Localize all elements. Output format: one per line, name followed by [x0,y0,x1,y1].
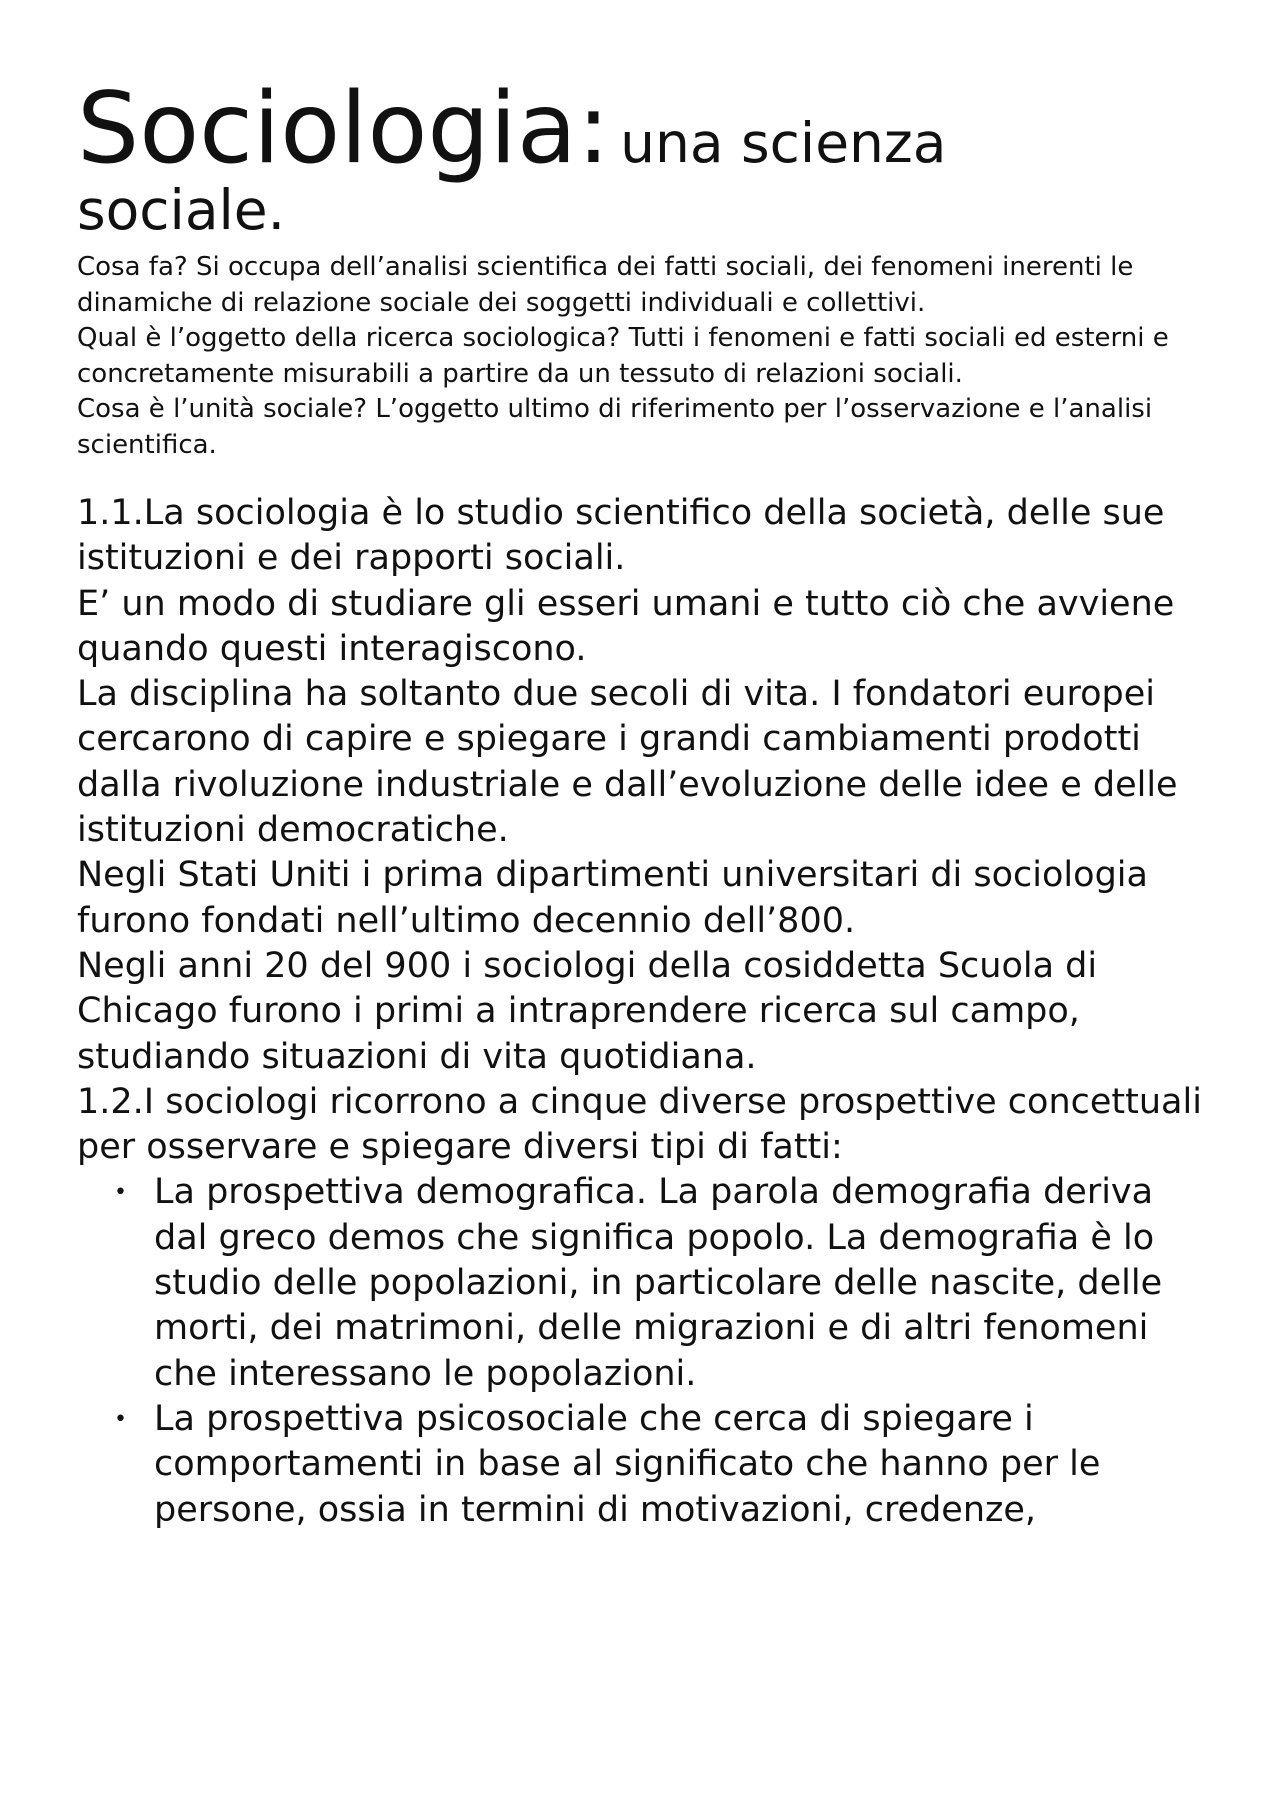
intro-paragraph: Qual è l’oggetto della ricerca sociologica? Tutti i fenomeni e fatti sociali ed esterni e concretamente misurabili a partire da un tessuto di relazioni sociali. [77,323,1169,389]
body-paragraph: E’ un modo di studiare gli esseri umani e tutto ciò che avviene quando questi interagiscono. [77,583,1175,669]
section-intro: 1.2.I sociologi ricorrono a cinque diverse prospettive concettuali per osservare e spiegare diversi tipi di fatti: [77,1081,1202,1168]
section-1-1 [77,491,1217,1080]
main-body [77,491,1217,1533]
bullet-icon: • [114,1180,127,1206]
section-1-2 [77,1080,1217,1533]
list-item [77,1397,1217,1533]
title-subtitle-part1: una scienza [620,111,947,175]
intro-questions [77,250,1217,463]
list-item [77,1170,1217,1396]
title-subtitle-part2: sociale. [77,178,286,242]
list-item-text: La prospettiva psicosociale che cerca di spiegare i comportamenti in base al significato che hanno per le persone, ossia in termini di motivazioni, credenze, [154,1398,1101,1530]
intro-paragraph: Cosa è l’unità sociale? L’oggetto ultimo di riferimento per l’osservazione e l’analisi scientifica. [77,394,1153,460]
body-paragraph: Negli anni 20 del 900 i sociologi della cosiddetta Scuola di Chicago furono i primi a intraprendere ricerca sul campo, studiando situazioni di vita quotidiana. [77,945,1098,1077]
bullet-icon: • [114,1406,127,1432]
bullet-list [77,1170,1217,1532]
body-paragraph: Negli Stati Uniti i prima dipartimenti universitari di sociologia furono fondati nell’ultimo decennio dell’800. [77,855,1148,941]
document-title [77,72,1217,242]
intro-paragraph: Cosa fa? Si occupa dell’analisi scientifica dei fatti sociali, dei fenomeni inerenti le dinamiche di relazione sociale dei soggetti individuali e collettivi. [77,252,1134,318]
title-main: Sociologia: [77,72,610,186]
list-item-text: La prospettiva demografica. La parola demografia deriva dal greco demos che significa popolo. La demografia è lo studio delle popolazioni, in particolare delle nascite, delle morti, dei matrimoni, delle migrazioni e di altri fenomeni che interessano le popolazioni. [154,1172,1163,1394]
body-paragraph: 1.1.La sociologia è lo studio scientifico della società, delle sue istituzioni e dei rapporti sociali. [77,493,1165,579]
document-page [77,72,1217,1533]
body-paragraph: La disciplina ha soltanto due secoli di vita. I fondatori europei cercarono di capire e spiegare i grandi cambiamenti prodotti dalla rivoluzione industriale e dall’evoluzione delle idee e delle istituzioni democratiche. [77,674,1178,851]
